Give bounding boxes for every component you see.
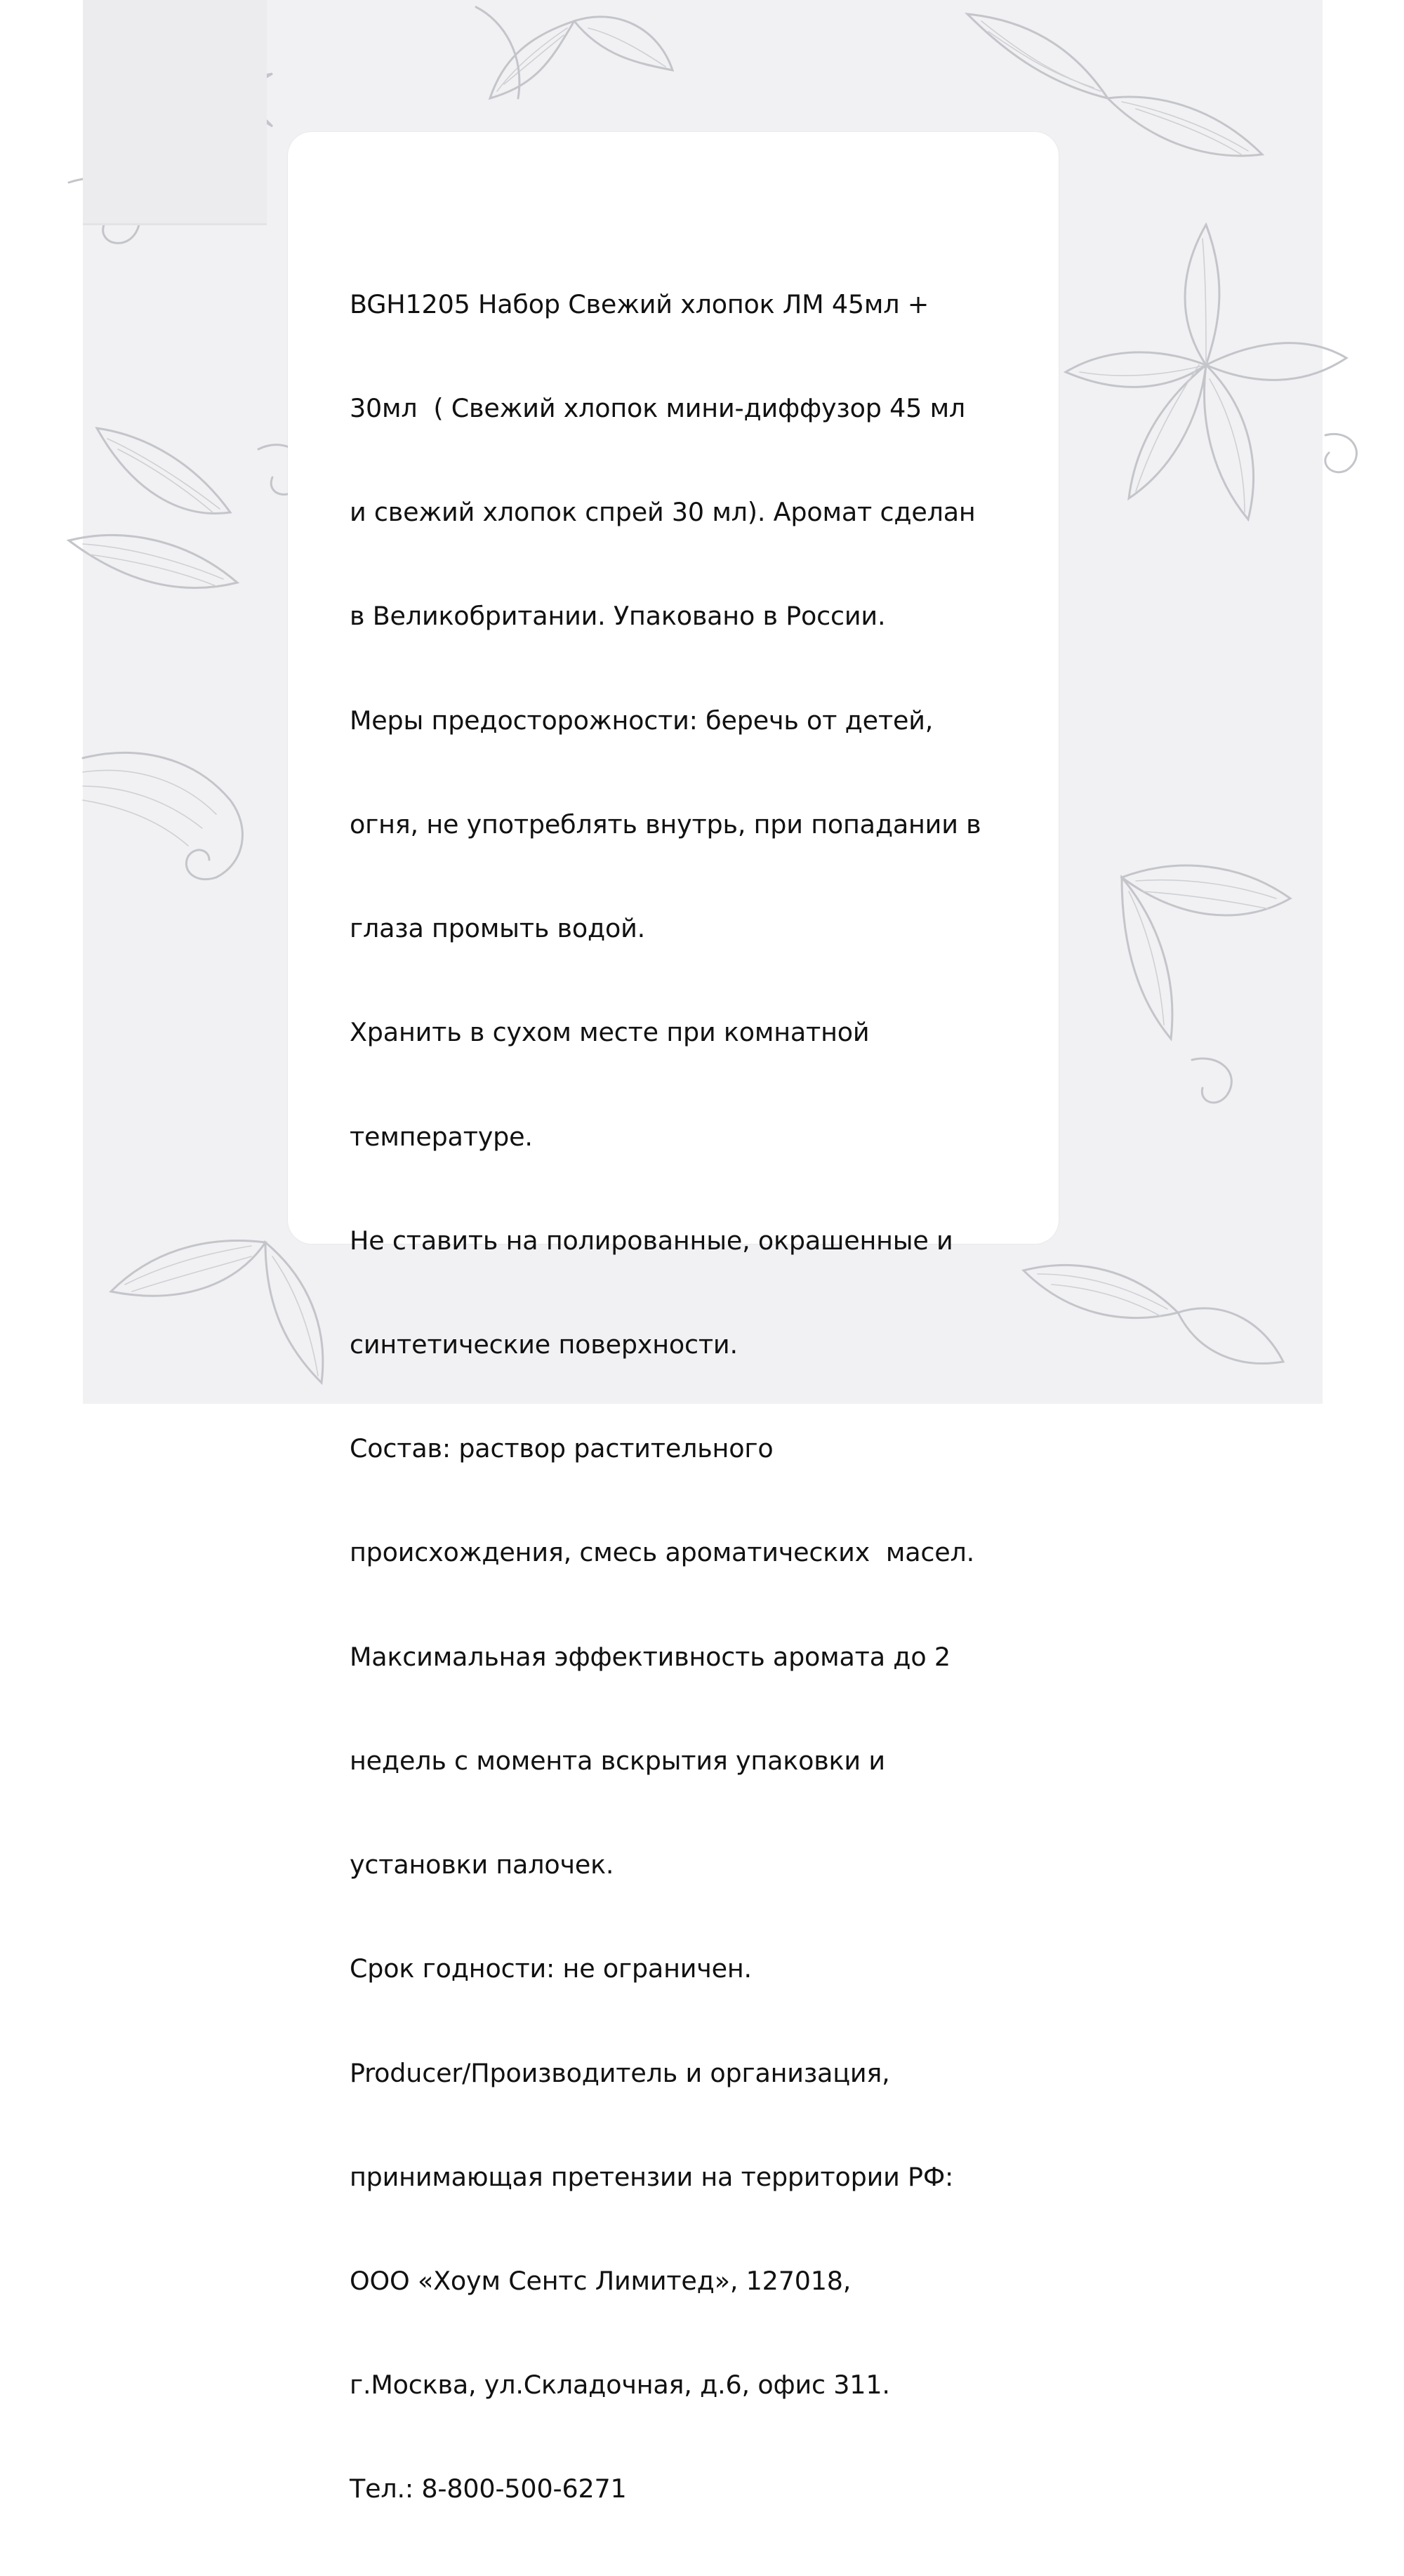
label-line: Состав: раствор растительного — [350, 1433, 774, 1464]
label-line: глаза промыть водой. — [350, 913, 646, 944]
label-line: ООО «Хоум Сентс Лимитед», 127018, — [350, 2265, 852, 2296]
box-flap-edge — [83, 223, 267, 225]
label-line: 30мл ( Свежий хлопок мини-диффузор 45 мл — [350, 393, 966, 424]
label-line: Не ставить на полированные, окрашенные и — [350, 1225, 953, 1256]
petal-cluster-right-lower — [1122, 865, 1290, 1103]
label-line: г.Москва, ул.Складочная, д.6, офис 311. — [350, 2370, 890, 2401]
label-line: и свежий хлопок спрей 30 мл). Аромат сделан — [350, 497, 976, 528]
petal-cluster-top-center — [476, 7, 673, 98]
petal-cluster-bottom-right — [1024, 1266, 1283, 1364]
label-line: BGH1205 Набор Свежий хлопок ЛМ 45мл + — [350, 288, 929, 319]
label-line: Меры предосторожности: беречь от детей, — [350, 705, 934, 736]
petal-cluster-left — [69, 428, 304, 588]
box-flap-shade — [83, 0, 267, 223]
label-line: установки палочек. — [350, 1850, 614, 1880]
label-line: Срок годности: не ограничен. — [350, 1953, 752, 1984]
label-line: Тел.: 8-800-500-6271 — [350, 2474, 627, 2504]
product-info-text — [350, 218, 1045, 2576]
label-line: Максимальная эффективность аромата до 2 — [350, 1641, 951, 1672]
label-line: температуре. — [350, 1121, 533, 1152]
label-line: принимающая претензии на территории РФ: — [350, 2161, 954, 2192]
product-info-sticker — [288, 132, 1059, 2504]
label-line: происхождения, смесь ароматических масел. — [350, 1537, 975, 1568]
label-line: синтетические поверхности. — [350, 1329, 738, 1360]
label-line: Хранить в сухом месте при комнатной — [350, 1017, 870, 1048]
label-line: Producer/Производитель и организация, — [350, 2057, 890, 2088]
swirl-left-lower — [83, 753, 242, 879]
label-line: недель с момента вскрытия упаковки и — [350, 1745, 885, 1776]
petal-cluster-bottom-left — [111, 1241, 323, 1383]
label-line: в Великобритании. Упаковано в России. — [350, 601, 886, 632]
lily-flower-right — [1066, 225, 1356, 519]
label-line: огня, не употреблять внутрь, при попадании в — [350, 809, 981, 839]
